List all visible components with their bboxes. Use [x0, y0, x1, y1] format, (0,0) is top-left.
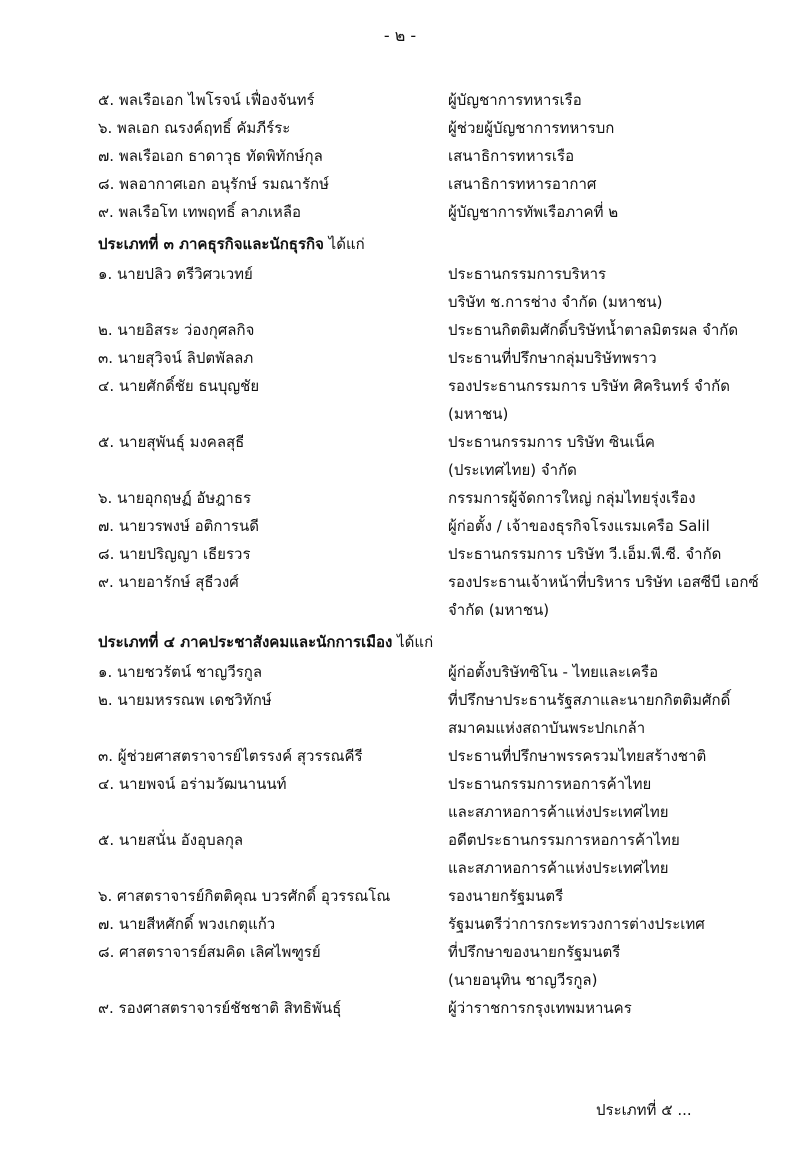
member-role: รองประธานเจ้าหน้าที่บริหาร บริษัท เอสซีบี เอกซ์ [448, 573, 759, 591]
list-item [98, 714, 758, 742]
member-role: สมาคมแห่งสถาบันพระปกเกล้า [448, 719, 646, 737]
category-4-heading [98, 626, 758, 658]
member-role: เสนาธิการทหารอากาศ [448, 175, 597, 193]
list-item [98, 512, 758, 540]
member-name: ๘. นายปริญญา เธียรวร [98, 545, 251, 563]
member-name: ๕. นายสนั่น อังอุบลกุล [98, 831, 244, 849]
member-list-military-tail [98, 86, 758, 226]
member-name: ๕. พลเรือเอก ไพโรจน์ เฟื่องจันทร์ [98, 91, 315, 109]
category-4-suffix: ได้แก่ [392, 633, 434, 651]
member-role: และสภาหอการค้าแห่งประเทศไทย [448, 859, 669, 877]
category-3-suffix: ได้แก่ [323, 235, 365, 253]
document-body [98, 86, 758, 1022]
list-item [98, 428, 758, 456]
list-item [98, 658, 758, 686]
list-item [98, 826, 758, 854]
list-item [98, 484, 758, 512]
list-item [98, 966, 758, 994]
list-item [98, 142, 758, 170]
list-item [98, 770, 758, 798]
list-item [98, 170, 758, 198]
member-name [98, 798, 448, 826]
list-item [98, 372, 758, 400]
member-name: ๖. นายอุกฤษฏ์ อัษฎาธร [98, 489, 252, 507]
member-role: รองประธานกรรมการ บริษัท ศิครินทร์ จำกัด [448, 377, 731, 395]
list-item [98, 114, 758, 142]
page-continuation: ประเภทที่ ๕ ... [596, 1101, 692, 1119]
member-name: ๒. นายมหรรณพ เดชวิทักษ์ [98, 691, 272, 709]
member-role: ผู้ก่อตั้ง / เจ้าของธุรกิจโรงแรมเครือ Salil [448, 517, 710, 535]
member-name: ๑. นายปลิว ตรีวิศวเวทย์ [98, 265, 253, 283]
member-role: รัฐมนตรีว่าการกระทรวงการต่างประเทศ [448, 915, 705, 933]
member-role: ที่ปรึกษาของนายกรัฐมนตรี [448, 943, 621, 961]
member-name [98, 714, 448, 742]
member-name: ๙. นายอารักษ์ สุธีวงศ์ [98, 573, 239, 591]
member-name [98, 854, 448, 882]
list-item [98, 568, 758, 596]
member-role: ผู้บัญชาการทัพเรือภาคที่ ๒ [448, 203, 619, 221]
member-role: อดีตประธานกรรมการหอการค้าไทย [448, 831, 680, 849]
list-item [98, 596, 758, 624]
member-list-civil-society [98, 658, 758, 1022]
member-role: บริษัท ช.การช่าง จำกัด (มหาชน) [448, 293, 663, 311]
member-role: ประธานกรรมการ บริษัท วี.เอ็ม.พี.ซี. จำกัด [448, 545, 722, 563]
member-role: ผู้ก่อตั้งบริษัทซิโน - ไทยและเครือ [448, 663, 659, 681]
list-item [98, 260, 758, 288]
member-name: ๓. นายสุวิจน์ ลิปตพัลลภ [98, 349, 254, 367]
member-role: ประธานที่ปรึกษาพรรครวมไทยสร้างชาติ [448, 747, 707, 765]
member-name [98, 400, 448, 428]
member-role: ประธานกรรมการหอการค้าไทย [448, 775, 652, 793]
member-role: (ประเทศไทย) จำกัด [448, 461, 577, 479]
list-item [98, 456, 758, 484]
category-3-title: ประเภทที่ ๓ ภาคธุรกิจและนักธุรกิจ [98, 235, 324, 253]
list-item [98, 882, 758, 910]
member-role: (มหาชน) [448, 405, 509, 423]
list-item [98, 938, 758, 966]
member-name: ๖. ศาสตราจารย์กิตติคุณ บวรศักดิ์ อุวรรณโณ [98, 887, 391, 905]
member-name [98, 456, 448, 484]
member-name: ๗. พลเรือเอก ธาดาวุธ ทัดพิทักษ์กุล [98, 147, 323, 165]
member-role: และสภาหอการค้าแห่งประเทศไทย [448, 803, 669, 821]
member-role: ที่ปรึกษาประธานรัฐสภาและนายกกิตติมศักดิ์ [448, 691, 731, 709]
list-item [98, 742, 758, 770]
member-role: รองนายกรัฐมนตรี [448, 887, 564, 905]
member-role: (นายอนุทิน ชาญวีรกูล) [448, 971, 598, 989]
list-item [98, 994, 758, 1022]
list-item [98, 316, 758, 344]
member-role: กรรมการผู้จัดการใหญ่ กลุ่มไทยรุ่งเรือง [448, 489, 696, 507]
list-item [98, 86, 758, 114]
list-item [98, 198, 758, 226]
member-role: ประธานกิตติมศักดิ์บริษัทน้ำตาลมิตรผล จำกัด [448, 321, 739, 339]
member-role: จำกัด (มหาชน) [448, 601, 550, 619]
list-item [98, 344, 758, 372]
member-name: ๖. พลเอก ณรงค์ฤทธิ์ คัมภีร์ระ [98, 119, 291, 137]
member-name: ๘. พลอากาศเอก อนุรักษ์ รมณารักษ์ [98, 175, 329, 193]
member-name: ๔. นายพจน์ อร่ามวัฒนานนท์ [98, 775, 287, 793]
member-role: ประธานกรรมการ บริษัท ซินเน็ค [448, 433, 655, 451]
member-name: ๘. ศาสตราจารย์สมคิด เลิศไพฑูรย์ [98, 943, 321, 961]
category-3-heading [98, 228, 758, 260]
member-role: ผู้บัญชาการทหารเรือ [448, 91, 582, 109]
member-name: ๗. นายวรพงษ์ อติการนดี [98, 517, 259, 535]
member-role: ประธานที่ปรึกษากลุ่มบริษัทพราว [448, 349, 657, 367]
list-item [98, 854, 758, 882]
list-item [98, 288, 758, 316]
member-name: ๙. พลเรือโท เทพฤทธิ์ ลาภเหลือ [98, 203, 302, 221]
member-name: ๑. นายชวรัตน์ ชาญวีรกูล [98, 663, 263, 681]
member-name: ๓. ผู้ช่วยศาสตราจารย์ไตรรงค์ สุวรรณคีรี [98, 747, 363, 765]
member-name [98, 288, 448, 316]
page-number: - ๒ - [383, 26, 417, 45]
member-name: ๒. นายอิสระ ว่องกุศลกิจ [98, 321, 255, 339]
member-role: เสนาธิการทหารเรือ [448, 147, 575, 165]
member-name: ๔. นายศักดิ์ชัย ธนบุญชัย [98, 377, 260, 395]
list-item [98, 686, 758, 714]
member-name: ๗. นายสีหศักดิ์ พวงเกตุแก้ว [98, 915, 276, 933]
member-name [98, 966, 448, 994]
member-name: ๙. รองศาสตราจารย์ชัชชาติ สิทธิพันธุ์ [98, 999, 342, 1017]
list-item [98, 400, 758, 428]
category-4-title: ประเภทที่ ๔ ภาคประชาสังคมและนักการเมือง [98, 633, 393, 651]
member-name: ๕. นายสุพันธุ์ มงคลสุธี [98, 433, 245, 451]
member-name [98, 596, 448, 624]
member-list-business [98, 260, 758, 624]
member-role: ผู้ว่าราชการกรุงเทพมหานคร [448, 999, 632, 1017]
member-role: ประธานกรรมการบริหาร [448, 265, 607, 283]
list-item [98, 910, 758, 938]
list-item [98, 798, 758, 826]
list-item [98, 540, 758, 568]
member-role: ผู้ช่วยผู้บัญชาการทหารบก [448, 119, 615, 137]
